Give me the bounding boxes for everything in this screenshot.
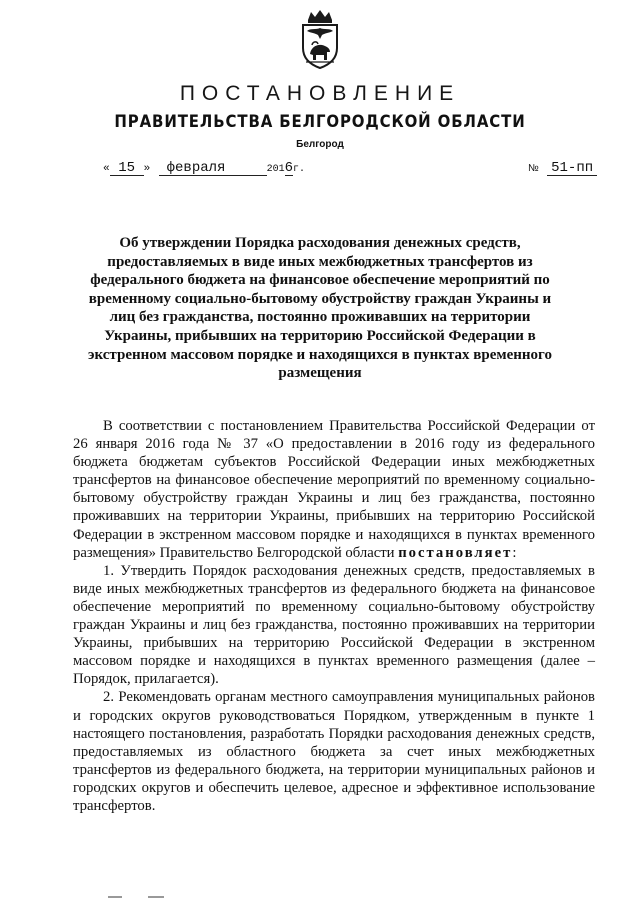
city-name: Белгород (296, 139, 344, 150)
number-value: 51-пп (547, 161, 597, 176)
item-1-paragraph: 1. Утвердить Порядок расходования денежных средств, предоставляемых в виде иных межбюджетных трансфертов из федерального бюджета на финансовое обеспечение мероприятий по временному социально-бытовому обустройству граждан Украины и лиц без гражданства, постоянно проживавших на территории Украины, прибывших на территорию Российской Федерации в экстренном массовом порядке и находящихся в пунктах временного размещения (далее – Порядок, прилагается). (73, 562, 595, 688)
decree-word: постановляет (398, 544, 513, 561)
scan-artifact (108, 895, 168, 899)
item-2-paragraph: 2. Рекомендовать органам местного самоуправления муниципальных районов и городских округов руководствоваться Порядком, утвержденным в пункте 1 настоящего постановления, разработать Порядки расходования денежных средств, предоставляемых из областного бюджета за счет иных межбюджетных трансфертов из федерального бюджета, на территории муниципальных районов и городских округов и обеспечить целевое, адресное и эффективное использование трансфертов. (73, 689, 595, 814)
date-year-suffix: 6 (284, 160, 294, 176)
document-date (103, 160, 305, 176)
date-day: 15 (110, 161, 144, 176)
document-heading: Об утверждении Порядка расходования денежных средств, предоставляемых в виде иных межбюджетных трансфертов из федерального бюджета на финансовое обеспечение мероприятий по временному социально-бытовому обустройству граждан Украины и лиц без гражданства, постоянно проживавших на территории Украины, прибывших на территорию Российской Федерации в экстренном массовом порядке и находящихся в пунктах временного размещения (88, 235, 552, 382)
belgorod-coat-of-arms-icon (296, 8, 344, 70)
date-close-quote: » (143, 163, 151, 175)
decree-colon: : (512, 544, 517, 561)
date-month: февраля (159, 161, 267, 176)
date-year-prefix: 201 (266, 164, 285, 175)
issuing-authority-title: ПРАВИТЕЛЬСТВА БЕЛГОРОДСКОЙ ОБЛАСТИ (114, 112, 526, 132)
document-body (73, 417, 595, 815)
document-number (528, 160, 597, 176)
preamble-paragraph (73, 417, 595, 562)
number-label: № (528, 163, 539, 174)
date-open-quote: « (103, 163, 110, 175)
date-year-unit: г. (293, 164, 306, 175)
document-type-title: ПОСТАНОВЛЕНИЕ (179, 82, 461, 105)
preamble-text: В соответствии с постановлением Правительства Российской Федерации от 26 января 2016 года № 37 «О предоставлении в 2016 году из федерального бюджета бюджетам субъектов Российской Федерации иных межбюджетных трансфертов на финансовое обеспечение мероприятий по временному социально-бытовому обустройству граждан Украины и лиц без гражданства, постоянно проживавших на территории Украины, прибывших на территорию Российской Федерации в экстренном массовом порядке и находящихся в пунктах временного размещения» Правительство Белгородской области (73, 418, 595, 561)
